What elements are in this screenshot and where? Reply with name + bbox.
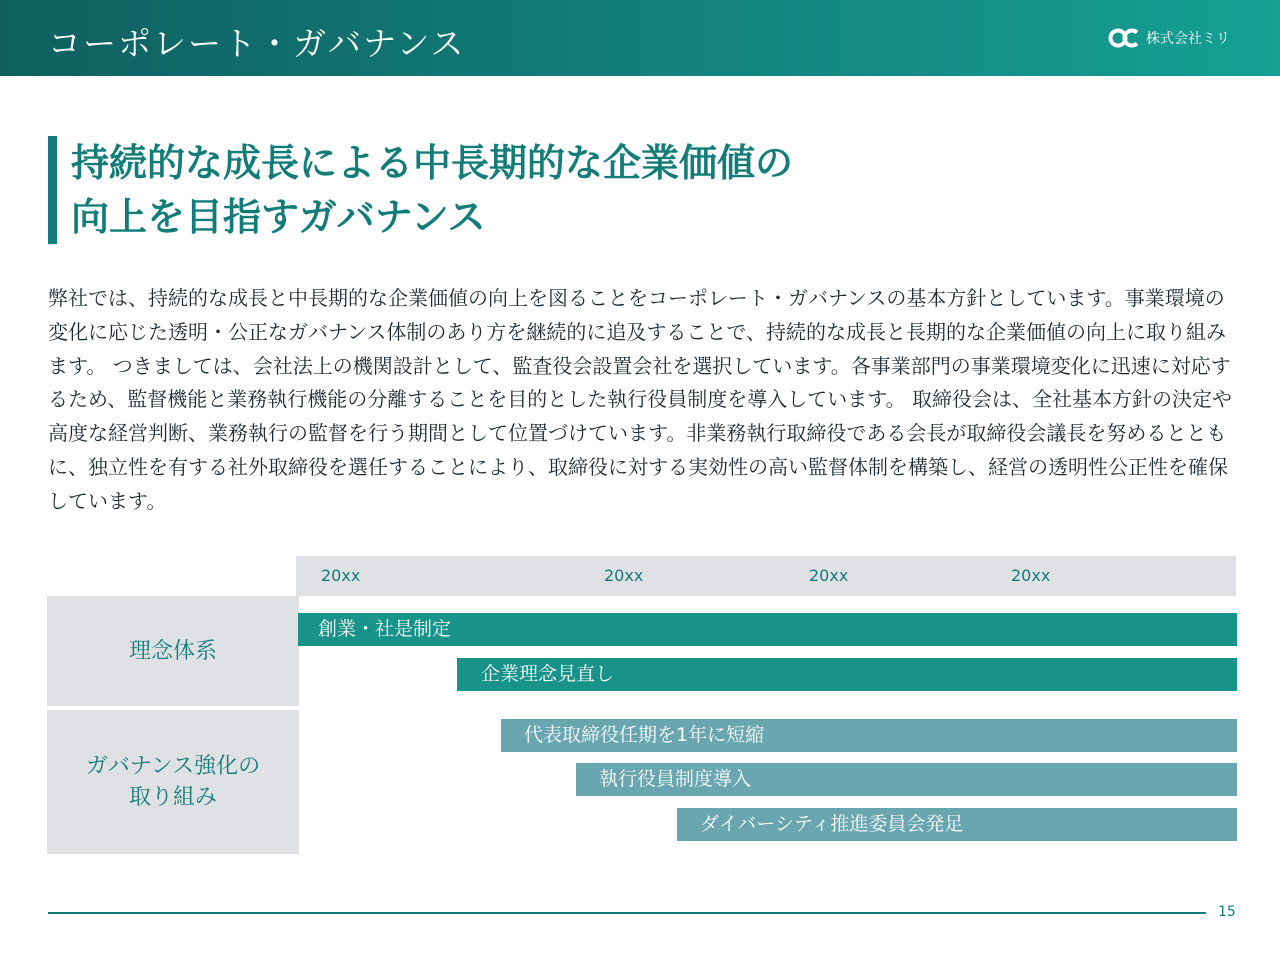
category-governance <box>47 710 299 854</box>
page-header <box>0 0 1280 76</box>
heading-line-1: 持続的な成長による中長期的な企業価値の <box>71 141 794 185</box>
timeline-year-4: 20xx <box>1011 566 1051 585</box>
brand-name: 株式会社ミリ <box>1146 31 1230 47</box>
category-philosophy <box>47 596 299 706</box>
timeline-bar-founding <box>298 613 1237 646</box>
oc-logo-icon <box>1107 27 1141 49</box>
timeline-year-3: 20xx <box>809 566 849 585</box>
timeline-bar-philosophy-review <box>457 658 1237 691</box>
timeline-year-2: 20xx <box>604 566 644 585</box>
body-paragraph: 弊社では、持続的な成長と中長期的な企業価値の向上を図ることをコーポレート・ガバナンスの基本方針としています。事業環境の変化に応じた透明・公正なガバナンス体制のあり方を継続的に追及することで、持続的な成長と長期的な企業価値の向上に取り組みます。 つきましては、会社法上の機関設計として、監査役会設置会社を選択しています。各事業部門の事業環境変化に迅速に対応するため、監督機能と業務執行機能の分離することを目的とした執行役員制度を導入しています。 取締役会は、全社基本方針の決定や高度な経営判断、業務執行の監督を行う期間として位置づけています。非業務執行取締役である会長が取締役会議長を努めるとともに、独立性を有する社外取締役を選任することにより、取締役に対する実効性の高い監督体制を構築し、経営の透明性公正性を確保しています。 <box>48 286 1232 513</box>
timeline-bar-label: 創業・社是制定 <box>318 618 452 640</box>
header-title: コーポレート・ガバナンス <box>48 24 466 63</box>
timeline-bar-diversity-committee <box>677 808 1237 841</box>
heading-line-2: 向上を目指すガバナンス <box>71 195 486 239</box>
footer-divider <box>48 912 1206 914</box>
section-heading <box>48 136 948 244</box>
timeline-year-1: 20xx <box>321 566 361 585</box>
brand <box>1107 27 1230 49</box>
timeline-bar-term-shortening <box>501 719 1237 752</box>
category-governance-label-2: 取り組み <box>128 785 217 810</box>
timeline-bar-label: 代表取締役任期を1年に短縮 <box>524 724 765 746</box>
category-philosophy-label: 理念体系 <box>128 638 217 664</box>
timeline-bar-label: 執行役員制度導入 <box>599 768 752 790</box>
timeline-bar-label: 企業理念見直し <box>481 663 615 685</box>
timeline-bar-executive-officer <box>576 763 1237 796</box>
category-governance-label-1: ガバナンス強化の <box>85 754 261 779</box>
timeline-year-band <box>296 556 1236 596</box>
page-number: 15 <box>1218 904 1236 920</box>
timeline-bar-label: ダイバーシティ推進委員会発足 <box>700 813 964 835</box>
